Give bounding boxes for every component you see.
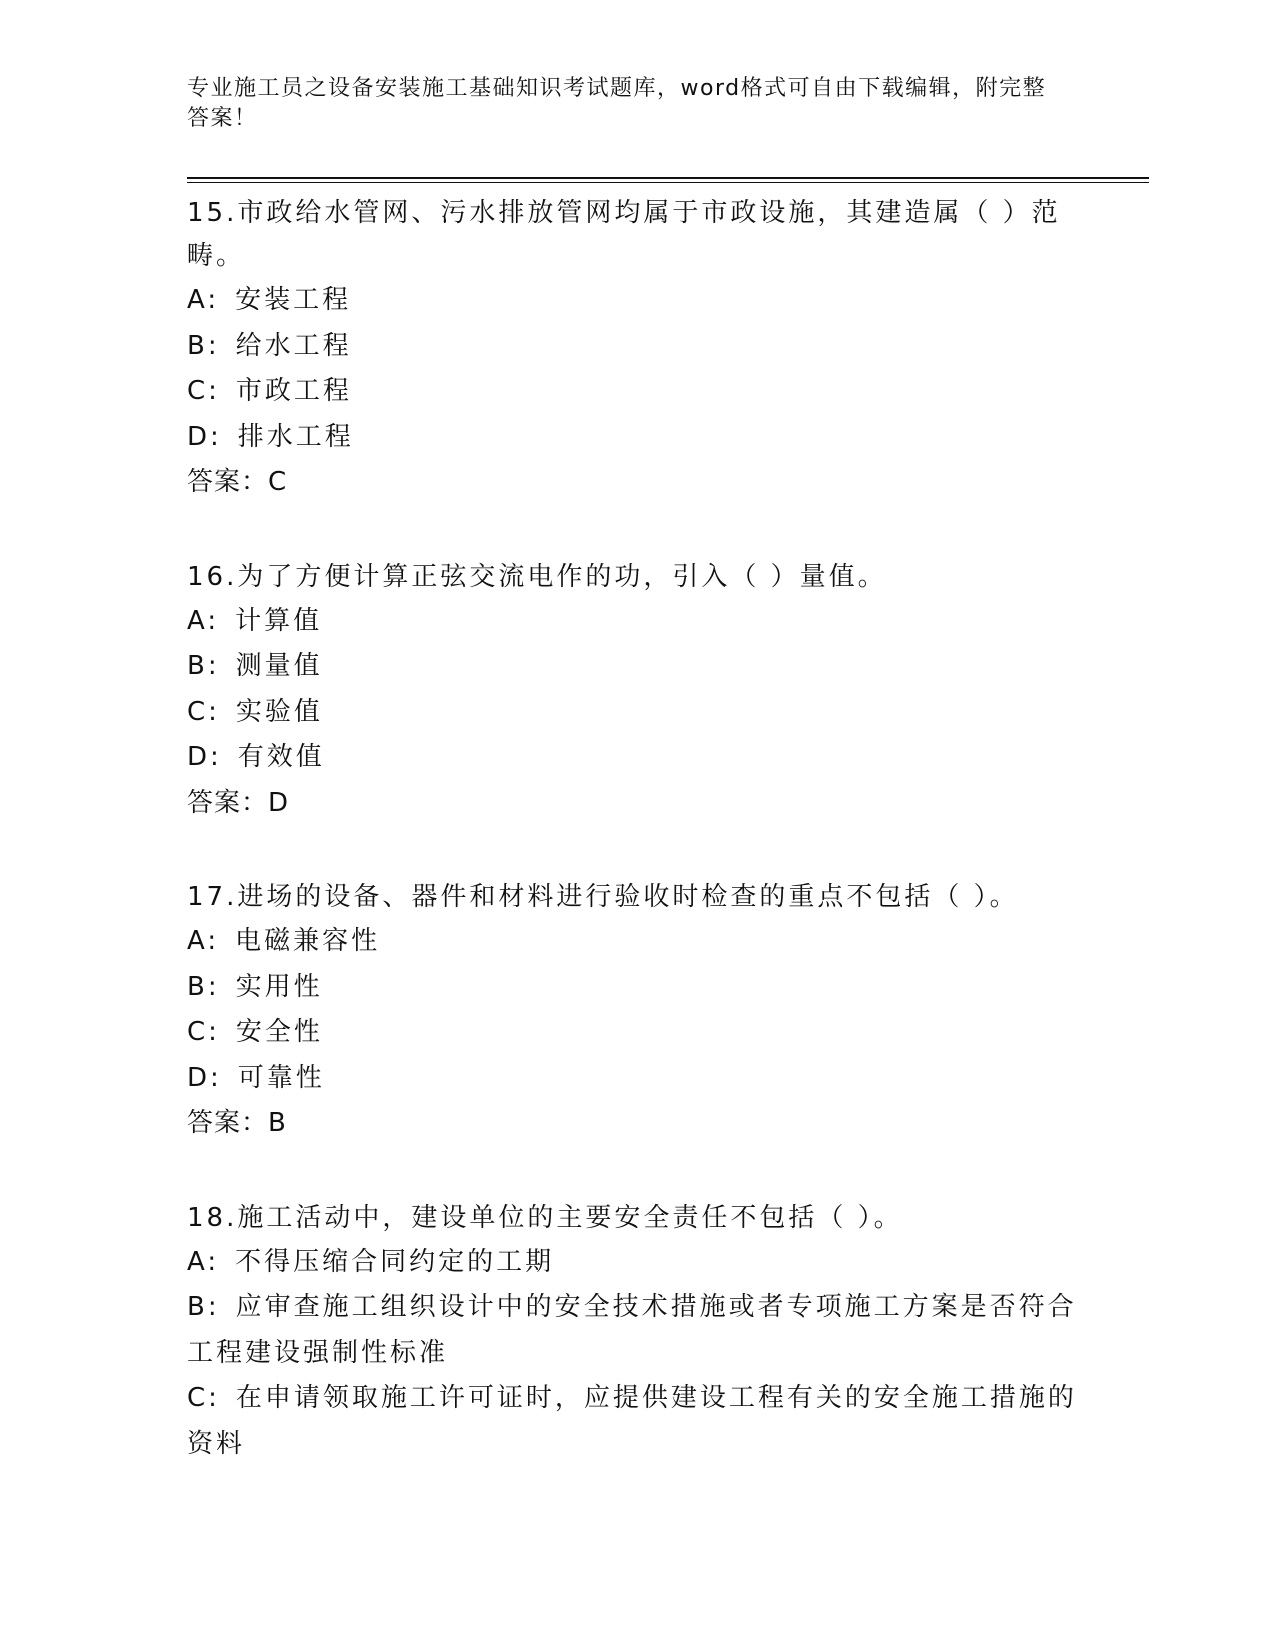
- question-stem: 16.为了方便计算正弦交流电作的功，引入（ ）量值。: [187, 561, 887, 592]
- option-text: 应审查施工组织设计中的安全技术措施或者专项施工方案是否符合工程建设强制性标准: [187, 1292, 1077, 1368]
- question-option: [187, 415, 1077, 461]
- question-block: [187, 552, 1077, 827]
- question-option: [187, 1010, 1077, 1056]
- option-text: 测量值: [235, 651, 323, 681]
- option-text: 计算值: [235, 605, 323, 636]
- question-stem: 17.进场的设备、器件和材料进行验收时检查的重点不包括（ ）。: [187, 882, 1019, 912]
- question-list: [187, 188, 1077, 1513]
- option-key: C:: [187, 696, 220, 727]
- option-key: C:: [187, 376, 220, 406]
- question-option: [187, 599, 1077, 645]
- question-option: [187, 965, 1077, 1011]
- question-option: [187, 735, 1077, 781]
- option-text: 电磁兼容性: [235, 926, 381, 956]
- option-key: A:: [187, 1246, 220, 1277]
- answer-line: 答案：B: [187, 1108, 287, 1138]
- option-text: 市政工程: [235, 376, 352, 406]
- question-option: [187, 919, 1077, 965]
- option-key: A:: [187, 926, 220, 956]
- option-text: 安装工程: [235, 285, 352, 315]
- question-block: [187, 872, 1077, 1147]
- header-divider-thin: [187, 182, 1149, 183]
- option-key: D:: [187, 421, 222, 452]
- document-header: 专业施工员之设备安装施工基础知识考试题库，word格式可自由下载编辑，附完整答案！: [187, 76, 1047, 131]
- question-option: [187, 690, 1077, 736]
- option-key: A:: [187, 285, 220, 315]
- question-option: [187, 1240, 1077, 1286]
- answer-line: 答案：C: [187, 467, 288, 497]
- option-text: 实验值: [235, 696, 323, 727]
- option-key: A:: [187, 605, 220, 636]
- question-option: [187, 324, 1077, 370]
- option-text: 可靠性: [237, 1062, 325, 1093]
- option-key: B:: [187, 971, 220, 1002]
- answer-line: 答案：D: [187, 787, 290, 818]
- question-stem: 18.施工活动中，建设单位的主要安全责任不包括（ ）。: [187, 1202, 903, 1233]
- question-block: [187, 188, 1077, 506]
- question-option: [187, 369, 1077, 415]
- option-text: 有效值: [237, 742, 325, 772]
- header-divider-thick: [187, 177, 1149, 179]
- option-key: B:: [187, 1292, 220, 1322]
- option-text: 安全性: [235, 1017, 323, 1047]
- option-key: C:: [187, 1017, 220, 1047]
- option-key: B:: [187, 651, 220, 681]
- question-option: [187, 1285, 1077, 1376]
- option-text: 实用性: [235, 971, 323, 1002]
- question-option: [187, 1056, 1077, 1102]
- question-option: [187, 278, 1077, 324]
- question-stem: 15.市政给水管网、污水排放管网均属于市政设施，其建造属（ ）范畴。: [187, 198, 1061, 271]
- question-option: [187, 1376, 1077, 1467]
- option-text: 给水工程: [235, 330, 352, 361]
- option-key: D:: [187, 742, 222, 772]
- option-text: 不得压缩合同约定的工期: [235, 1246, 555, 1277]
- option-key: B:: [187, 330, 220, 361]
- option-text: 排水工程: [237, 421, 354, 452]
- question-block: [187, 1193, 1077, 1468]
- option-key: D:: [187, 1062, 222, 1093]
- question-option: [187, 644, 1077, 690]
- option-key: C:: [187, 1383, 220, 1413]
- option-text: 在申请领取施工许可证时，应提供建设工程有关的安全施工措施的资料: [187, 1383, 1077, 1459]
